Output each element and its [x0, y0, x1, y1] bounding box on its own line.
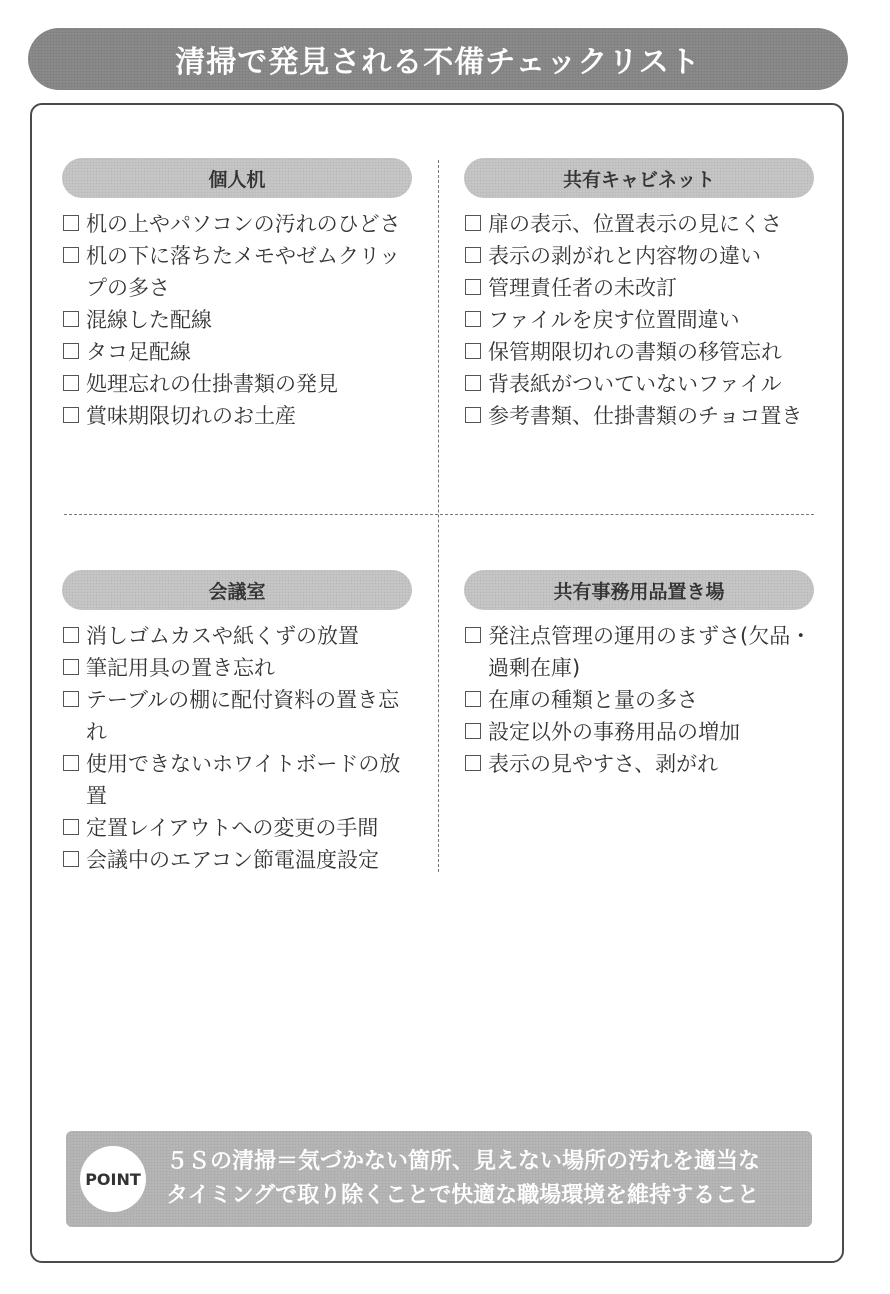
checkbox-icon[interactable]	[63, 407, 79, 423]
checklist-item[interactable]: 表示の見やすさ、剥がれ	[464, 748, 814, 780]
section-meeting-room	[62, 570, 412, 876]
checklist-item[interactable]: 扉の表示、位置表示の見にくさ	[464, 208, 814, 240]
checkbox-icon[interactable]	[63, 375, 79, 391]
checkbox-icon[interactable]	[63, 215, 79, 231]
checklist-item[interactable]: 賞味期限切れのお土産	[62, 400, 412, 432]
checklist-item[interactable]: タコ足配線	[62, 336, 412, 368]
point-box	[66, 1131, 812, 1227]
checklist-item[interactable]: 定置レイアウトへの変更の手間	[62, 812, 412, 844]
checklist-item[interactable]: 会議中のエアコン節電温度設定	[62, 844, 412, 876]
section-heading: 共有事務用品置き場	[464, 570, 814, 610]
section-heading: 個人机	[62, 158, 412, 198]
checkbox-icon[interactable]	[465, 691, 481, 707]
checkbox-icon[interactable]	[63, 659, 79, 675]
horizontal-divider	[64, 514, 814, 515]
section-heading: 共有キャビネット	[464, 158, 814, 198]
checkbox-icon[interactable]	[465, 407, 481, 423]
point-text	[166, 1145, 806, 1213]
checkbox-icon[interactable]	[465, 723, 481, 739]
checkbox-icon[interactable]	[63, 755, 79, 771]
checklist-item[interactable]: ファイルを戻す位置間違い	[464, 304, 814, 336]
checklist-item[interactable]: 使用できないホワイトボードの放置	[62, 748, 412, 812]
checkbox-icon[interactable]	[63, 343, 79, 359]
checklist-item[interactable]: テーブルの棚に配付資料の置き忘れ	[62, 684, 412, 748]
checklist-item[interactable]: 混線した配線	[62, 304, 412, 336]
checkbox-icon[interactable]	[465, 343, 481, 359]
checklist-item[interactable]: 設定以外の事務用品の増加	[464, 716, 814, 748]
checkbox-icon[interactable]	[465, 375, 481, 391]
checkbox-icon[interactable]	[63, 247, 79, 263]
page-title: 清掃で発見される不備チェックリスト	[175, 45, 701, 80]
checkbox-icon[interactable]	[63, 627, 79, 643]
section-heading: 会議室	[62, 570, 412, 610]
vertical-divider	[438, 160, 439, 872]
title-banner	[28, 28, 848, 90]
section-personal-desk	[62, 158, 412, 432]
checkbox-icon[interactable]	[63, 819, 79, 835]
checkbox-icon[interactable]	[63, 311, 79, 327]
checkbox-icon[interactable]	[465, 311, 481, 327]
checkbox-icon[interactable]	[465, 755, 481, 771]
checkbox-icon[interactable]	[465, 279, 481, 295]
checklist-item[interactable]: 消しゴムカスや紙くずの放置	[62, 620, 412, 652]
checklist-item[interactable]: 保管期限切れの書類の移管忘れ	[464, 336, 814, 368]
point-line-1: ５Ｓの清掃＝気づかない箇所、見えない場所の汚れを適当な	[166, 1149, 761, 1174]
checklist-item[interactable]: 在庫の種類と量の多さ	[464, 684, 814, 716]
checkbox-icon[interactable]	[63, 691, 79, 707]
checkbox-icon[interactable]	[63, 851, 79, 867]
checkbox-icon[interactable]	[465, 247, 481, 263]
checkbox-icon[interactable]	[465, 215, 481, 231]
point-line-2: タイミングで取り除くことで快適な職場環境を維持すること	[166, 1183, 760, 1208]
checkbox-icon[interactable]	[465, 627, 481, 643]
checklist-item[interactable]: 処理忘れの仕掛書類の発見	[62, 368, 412, 400]
point-badge: POINT	[80, 1146, 146, 1212]
checklist-item[interactable]: 管理責任者の未改訂	[464, 272, 814, 304]
section-shared-supplies	[464, 570, 814, 780]
checklist-item[interactable]: 背表紙がついていないファイル	[464, 368, 814, 400]
section-shared-cabinet	[464, 158, 814, 432]
checklist-item[interactable]: 表示の剥がれと内容物の違い	[464, 240, 814, 272]
checklist-item[interactable]: 机の下に落ちたメモやゼムクリップの多さ	[62, 240, 412, 304]
checklist-item[interactable]: 机の上やパソコンの汚れのひどさ	[62, 208, 412, 240]
checklist-item[interactable]: 筆記用具の置き忘れ	[62, 652, 412, 684]
checklist-item[interactable]: 参考書類、仕掛書類のチョコ置き	[464, 400, 814, 432]
checklist-item[interactable]: 発注点管理の運用のまずさ(欠品・過剰在庫)	[464, 620, 814, 684]
